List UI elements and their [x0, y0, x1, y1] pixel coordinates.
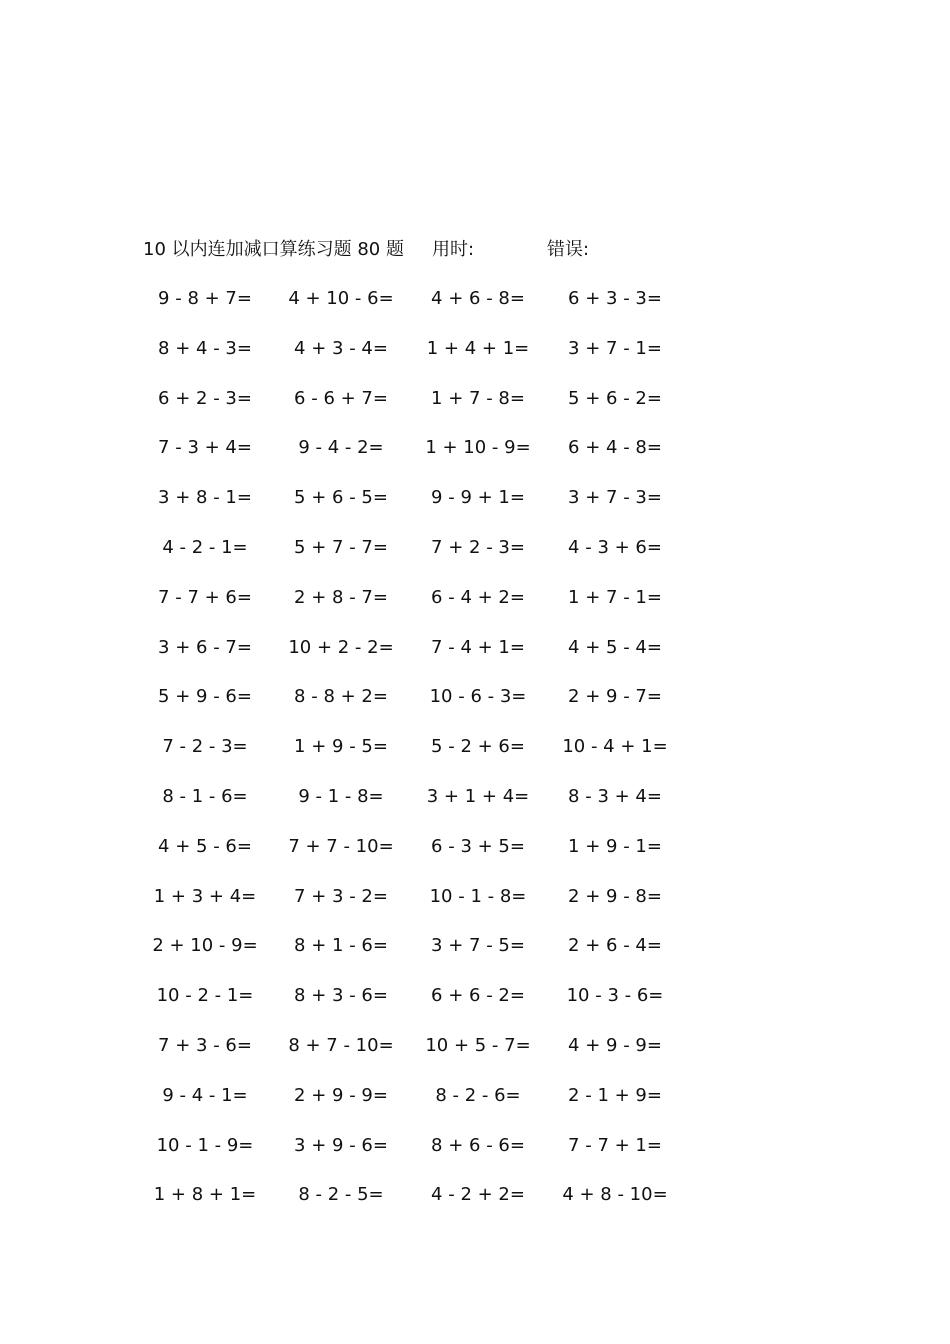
- math-problem: 3 + 8 - 1=: [158, 487, 252, 509]
- math-problem: 1 + 7 - 8=: [431, 387, 525, 409]
- math-problem: 1 + 10 - 9=: [425, 437, 531, 459]
- worksheet-title: 10 以内连加减口算练习题 80 题: [143, 239, 404, 260]
- math-problem: 7 - 3 + 4=: [158, 437, 252, 459]
- math-problem: 2 + 6 - 4=: [568, 935, 662, 957]
- math-problem: 1 + 9 - 1=: [568, 835, 662, 857]
- math-problem: 7 + 3 - 2=: [294, 885, 388, 907]
- problem-row: [140, 1032, 700, 1082]
- math-problem: 7 - 2 - 3=: [162, 736, 248, 758]
- math-problem: 8 - 3 + 4=: [568, 785, 662, 807]
- problem-row: [140, 385, 700, 435]
- problem-row: [140, 335, 700, 385]
- problem-row: [140, 982, 700, 1032]
- math-problem: 9 - 4 - 1=: [162, 1084, 248, 1106]
- math-problem: 7 + 2 - 3=: [431, 536, 525, 558]
- math-problem: 8 - 2 - 5=: [298, 1184, 384, 1206]
- math-problem: 6 + 2 - 3=: [158, 387, 252, 409]
- math-problem: 1 + 7 - 1=: [568, 586, 662, 608]
- math-problem: 1 + 9 - 5=: [294, 736, 388, 758]
- math-problem: 8 + 7 - 10=: [288, 1034, 394, 1056]
- math-problem: 4 + 3 - 4=: [294, 337, 388, 359]
- math-problem: 5 + 7 - 7=: [294, 536, 388, 558]
- problem-row: [140, 733, 700, 783]
- math-problem: 10 + 5 - 7=: [425, 1034, 531, 1056]
- math-problem: 5 + 6 - 2=: [568, 387, 662, 409]
- math-problem: 8 - 8 + 2=: [294, 686, 388, 708]
- math-problem: 10 - 1 - 9=: [156, 1134, 254, 1156]
- math-problem: 10 + 2 - 2=: [288, 636, 394, 658]
- problem-grid: [140, 285, 700, 1231]
- problem-row: [140, 285, 700, 335]
- problem-row: [140, 683, 700, 733]
- problem-row: [140, 484, 700, 534]
- math-problem: 10 - 2 - 1=: [156, 985, 254, 1007]
- math-problem: 9 - 8 + 7=: [158, 288, 252, 309]
- math-problem: 7 + 7 - 10=: [288, 835, 394, 857]
- math-problem: 4 + 6 - 8=: [431, 288, 525, 309]
- problem-row: [140, 434, 700, 484]
- math-problem: 3 + 1 + 4=: [426, 785, 530, 807]
- math-problem: 4 + 5 - 4=: [568, 636, 662, 658]
- math-problem: 2 + 9 - 8=: [568, 885, 662, 907]
- math-problem: 3 + 6 - 7=: [158, 636, 252, 658]
- math-problem: 6 - 3 + 5=: [431, 835, 525, 857]
- math-problem: 4 + 9 - 9=: [568, 1034, 662, 1056]
- math-problem: 4 + 5 - 6=: [158, 835, 252, 857]
- problem-row: [140, 1181, 700, 1231]
- math-problem: 2 + 9 - 7=: [568, 686, 662, 708]
- math-problem: 1 + 3 + 4=: [153, 885, 257, 907]
- math-problem: 7 - 7 + 6=: [158, 586, 252, 608]
- math-problem: 7 - 7 + 1=: [568, 1134, 662, 1156]
- math-problem: 2 - 1 + 9=: [568, 1084, 662, 1106]
- math-problem: 8 - 2 - 6=: [435, 1084, 521, 1106]
- math-problem: 8 + 6 - 6=: [431, 1134, 525, 1156]
- problem-row: [140, 883, 700, 933]
- math-problem: 9 - 1 - 8=: [298, 785, 384, 807]
- math-problem: 1 + 4 + 1=: [426, 337, 530, 359]
- worksheet-header: [0, 236, 950, 264]
- error-label: 错误:: [547, 239, 590, 260]
- problem-row: [140, 1132, 700, 1182]
- math-problem: 4 - 2 - 1=: [162, 536, 248, 558]
- math-problem: 7 - 4 + 1=: [431, 636, 525, 658]
- math-problem: 5 - 2 + 6=: [431, 736, 525, 758]
- math-problem: 8 + 1 - 6=: [294, 935, 388, 957]
- problem-row: [140, 783, 700, 833]
- time-label: 用时:: [432, 239, 475, 260]
- math-problem: 4 - 2 + 2=: [431, 1184, 525, 1206]
- math-problem: 2 + 10 - 9=: [152, 935, 258, 957]
- math-problem: 8 + 3 - 6=: [294, 985, 388, 1007]
- math-problem: 1 + 8 + 1=: [153, 1184, 257, 1206]
- math-problem: 10 - 4 + 1=: [562, 736, 668, 758]
- math-problem: 9 - 9 + 1=: [431, 487, 525, 509]
- math-problem: 10 - 3 - 6=: [566, 985, 664, 1007]
- math-problem: 8 - 1 - 6=: [162, 785, 248, 807]
- math-problem: 2 + 8 - 7=: [294, 586, 388, 608]
- math-problem: 6 + 4 - 8=: [568, 437, 662, 459]
- problem-row: [140, 1082, 700, 1132]
- math-problem: 4 + 10 - 6=: [288, 288, 394, 309]
- math-problem: 6 - 4 + 2=: [431, 586, 525, 608]
- math-problem: 7 + 3 - 6=: [158, 1034, 252, 1056]
- problem-row: [140, 833, 700, 883]
- math-problem: 8 + 4 - 3=: [158, 337, 252, 359]
- math-problem: 10 - 6 - 3=: [429, 686, 527, 708]
- problem-row: [140, 932, 700, 982]
- math-problem: 6 - 6 + 7=: [294, 387, 388, 409]
- math-problem: 5 + 6 - 5=: [294, 487, 388, 509]
- math-problem: 9 - 4 - 2=: [298, 437, 384, 459]
- math-problem: 3 + 7 - 5=: [431, 935, 525, 957]
- math-problem: 4 - 3 + 6=: [568, 536, 662, 558]
- math-problem: 10 - 1 - 8=: [429, 885, 527, 907]
- math-problem: 6 + 3 - 3=: [568, 288, 662, 309]
- math-problem: 3 + 7 - 1=: [568, 337, 662, 359]
- math-problem: 5 + 9 - 6=: [158, 686, 252, 708]
- problem-row: [140, 584, 700, 634]
- problem-row: [140, 634, 700, 684]
- math-problem: 3 + 7 - 3=: [568, 487, 662, 509]
- math-problem: 4 + 8 - 10=: [562, 1184, 668, 1206]
- math-problem: 3 + 9 - 6=: [294, 1134, 388, 1156]
- problem-row: [140, 534, 700, 584]
- math-problem: 2 + 9 - 9=: [294, 1084, 388, 1106]
- math-problem: 6 + 6 - 2=: [431, 985, 525, 1007]
